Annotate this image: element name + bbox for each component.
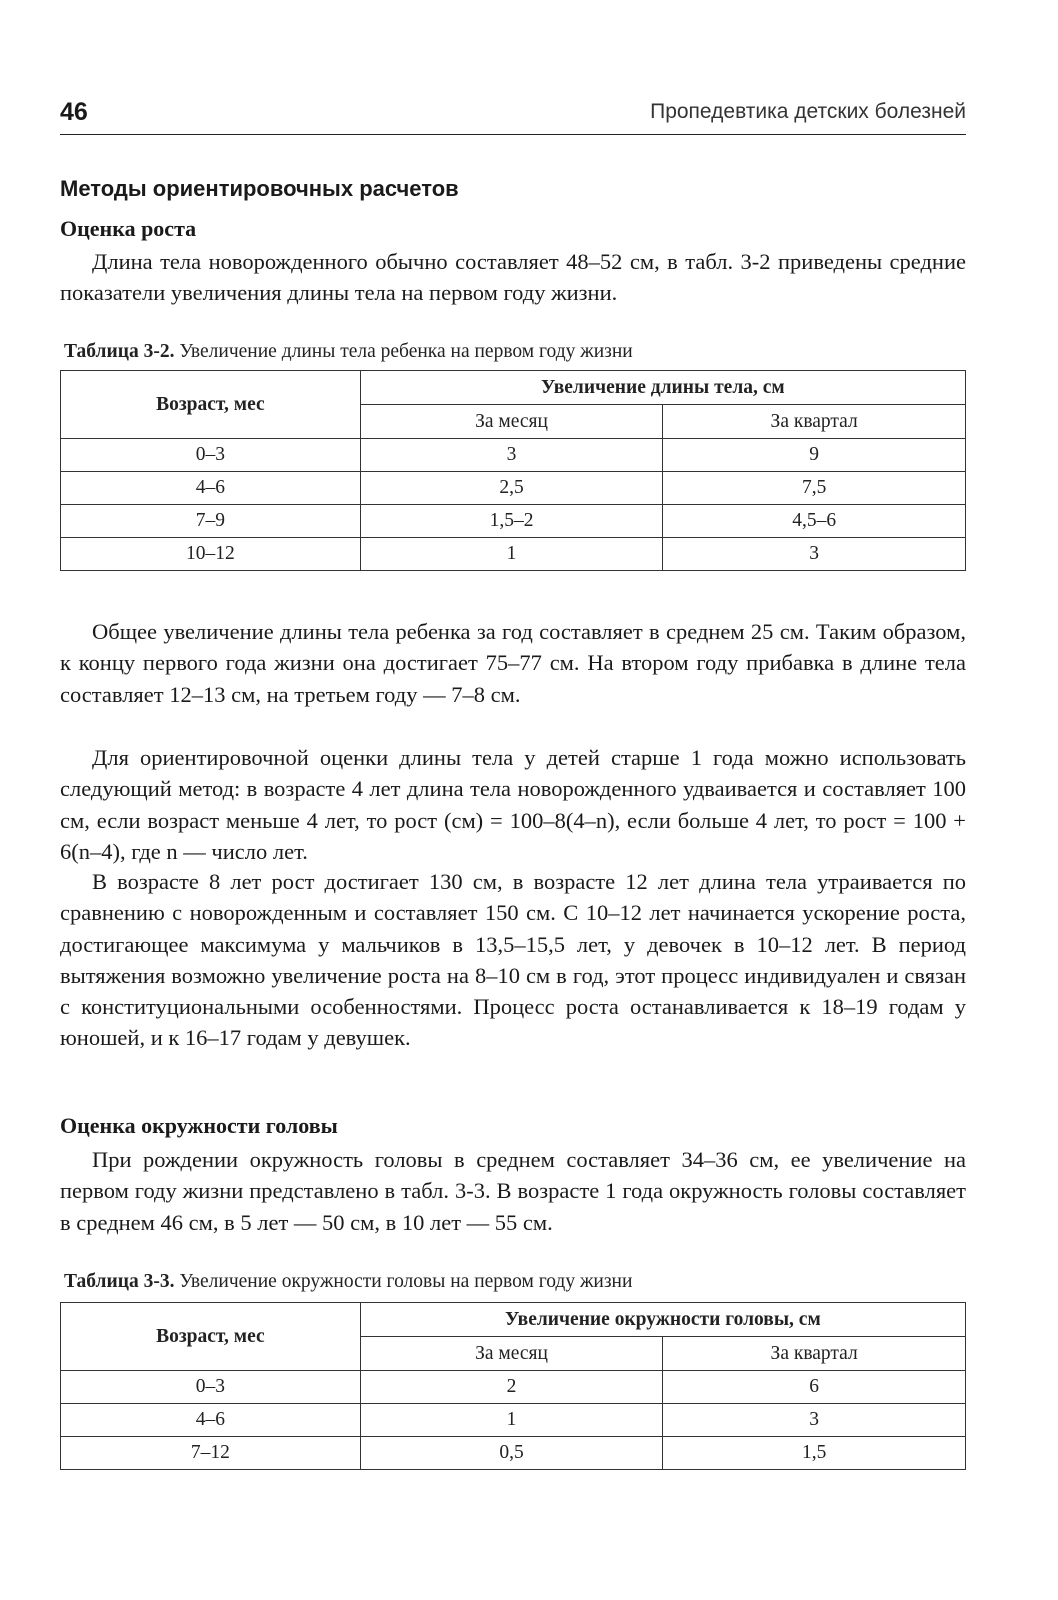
page-number: 46 [60,98,88,126]
paragraph-estimation-method: Для ориентировочной оценки длины тела у детей старше 1 года можно использовать следующий метод: в возрасте 4 лет длина тела новорожденного удваивается и составляет 100 см, если возраст меньше 4 лет, то рост (см) = 100–8(4–n), если больше 4 лет, то рост = 100 + 6(n–4), где n — число лет. [60,745,966,864]
cell-quarter: 3 [663,538,966,571]
running-header [60,98,966,135]
subheading-head-circumference: Оценка окружности головы [60,1113,338,1138]
cell-age: 0–3 [61,1371,361,1404]
cell-age: 4–6 [61,472,361,505]
cell-age: 0–3 [61,439,361,472]
cell-quarter: 7,5 [663,472,966,505]
table-row [61,472,966,505]
column-header-age: Возраст, мес [61,371,361,439]
table-3-3-caption [64,1271,632,1293]
caption-label: Таблица 3-3. [64,1271,175,1292]
cell-month: 2 [360,1371,663,1404]
table-row [61,538,966,571]
cell-age: 4–6 [61,1404,361,1437]
cell-month: 1 [360,538,663,571]
paragraph-yearly-growth: Общее увеличение длины тела ребенка за год составляет в среднем 25 см. Таким образом, к концу первого года жизни она достигает 75–77 см. На втором году прибавка в длине тела составляет 12–13 см, на третьем году — 7–8 см. [60,619,966,707]
caption-text: Увеличение длины тела ребенка на первом году жизни [179,341,633,362]
cell-month: 2,5 [360,472,663,505]
table-row [61,439,966,472]
cell-quarter: 1,5 [663,1437,966,1470]
paragraph-growth-stages: В возрасте 8 лет рост достигает 130 см, в возрасте 12 лет длина тела утраивается по сравнению с новорожденным и составляет 150 см. С 10–12 лет начинается ускорение роста, достигающее максимума у мальчиков в 13,5–15,5 лет, у девочек в 10–12 лет. В период вытяжения возможно увеличение роста на 8–10 см в год, этот процесс индивидуален и связан с конституциональными особенностями. Процесс роста останавливается к 18–19 годам у юношей, и к 16–17 годам у девушек. [60,869,966,1051]
cell-month: 1 [360,1404,663,1437]
section-title: Методы ориентировочных расчетов [60,176,459,201]
table-3-2-caption [64,341,633,363]
paragraph-head-intro: При рождении окружность головы в среднем составляет 34–36 см, ее увеличение на первом году жизни представлено в табл. 3-3. В возрасте 1 года окружность головы составляет в среднем 46 см, в 5 лет — 50 см, в 10 лет — 55 см. [60,1147,966,1235]
column-header-group: Увеличение окружности головы, см [360,1303,965,1337]
cell-age: 7–9 [61,505,361,538]
caption-text: Увеличение окружности головы на первом году жизни [179,1271,633,1292]
cell-age: 10–12 [61,538,361,571]
running-title: Пропедевтика детских болезней [650,100,966,123]
table-row [61,1371,966,1404]
cell-month: 0,5 [360,1437,663,1470]
column-header-age: Возраст, мес [61,1303,361,1371]
column-header-group: Увеличение длины тела, см [360,371,965,405]
paragraph-height-intro: Длина тела новорожденного обычно составляет 48–52 см, в табл. 3-2 приведены средние показатели увеличения длины тела на первом году жизни. [60,249,966,306]
subheading-height: Оценка роста [60,216,197,241]
cell-quarter: 3 [663,1404,966,1437]
caption-label: Таблица 3-2. [64,341,175,362]
cell-quarter: 4,5–6 [663,505,966,538]
cell-quarter: 9 [663,439,966,472]
cell-age: 7–12 [61,1437,361,1470]
table-row [61,1437,966,1470]
table-row [61,505,966,538]
table-3-2 [60,370,966,571]
cell-quarter: 6 [663,1371,966,1404]
cell-month: 3 [360,439,663,472]
table-row [61,1404,966,1437]
column-header-quarter: За квартал [663,405,966,439]
column-header-month: За месяц [360,1337,663,1371]
column-header-month: За месяц [360,405,663,439]
table-3-3 [60,1302,966,1470]
column-header-quarter: За квартал [663,1337,966,1371]
cell-month: 1,5–2 [360,505,663,538]
